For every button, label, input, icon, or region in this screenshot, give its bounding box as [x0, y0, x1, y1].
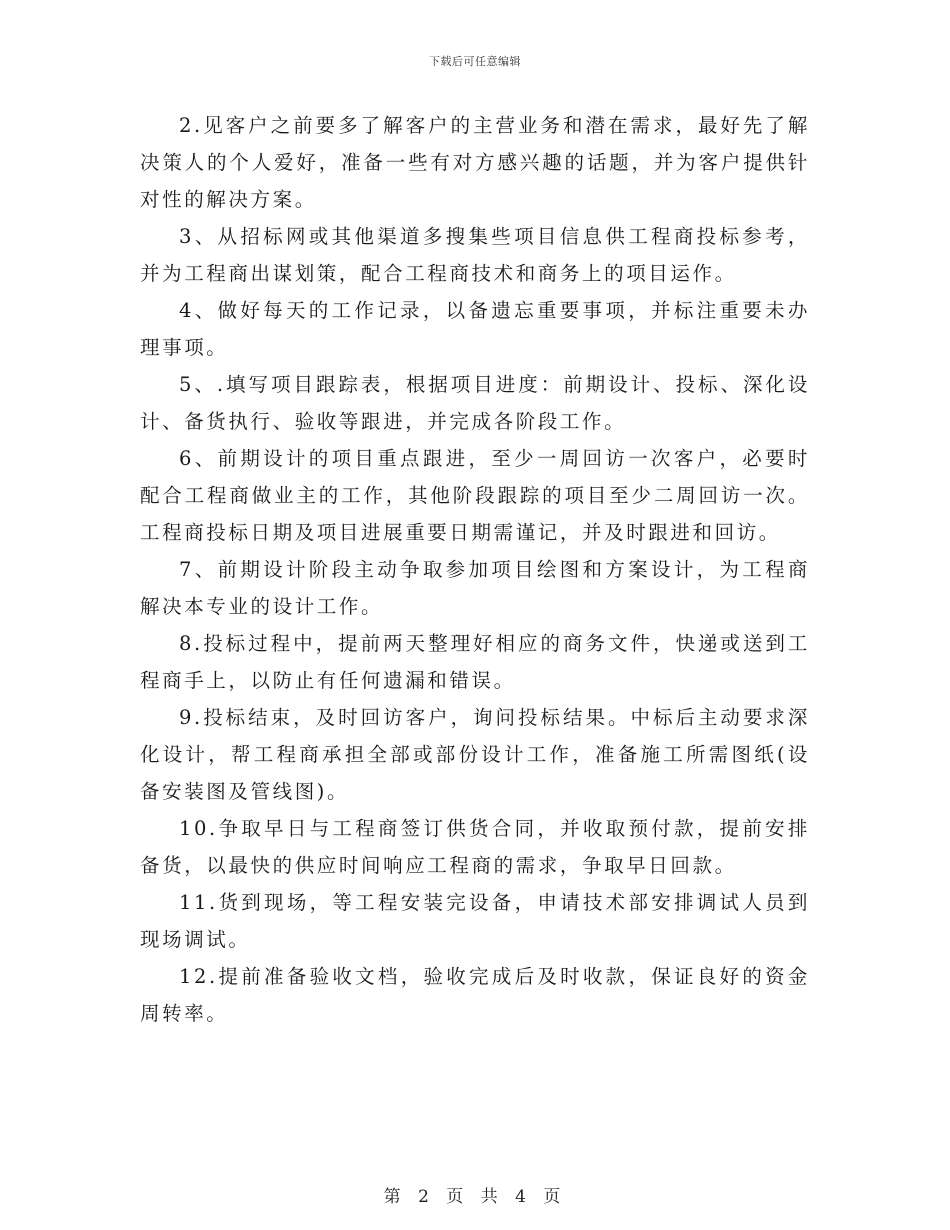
document-body [140, 107, 810, 1032]
paragraph-item-6: 6、前期设计的项目重点跟进，至少一周回访一次客户，必要时配合工程商做业主的工作，其他阶段跟踪的项目至少二周回访一次。工程商投标日期及项目进展重要日期需谨记，并及时跟进和回访。 [140, 447, 810, 544]
paragraph-item-7: 7、前期设计阶段主动争取参加项目绘图和方案设计，为工程商解决本专业的设计工作。 [140, 558, 810, 618]
paragraph-item-5: 5、.填写项目跟踪表，根据项目进度：前期设计、投标、深化设计、备货执行、验收等跟进，并完成各阶段工作。 [140, 373, 810, 433]
paragraph-item-2: 2.见客户之前要多了解客户的主营业务和潜在需求，最好先了解决策人的个人爱好，准备一些有对方感兴趣的话题，并为客户提供针对性的解决方案。 [140, 114, 810, 211]
paragraph-item-11: 11.货到现场，等工程安装完设备，申请技术部安排调试人员到现场调试。 [140, 891, 810, 951]
paragraph-item-12: 12.提前准备验收文档，验收完成后及时收款，保证良好的资金周转率。 [140, 965, 810, 1025]
paragraph-item-4: 4、做好每天的工作记录，以备遗忘重要事项，并标注重要未办理事项。 [140, 299, 810, 359]
paragraph-item-10: 10.争取早日与工程商签订供货合同，并收取预付款，提前安排备货，以最快的供应时间响应工程商的需求，争取早日回款。 [140, 817, 810, 877]
paragraph-item-3: 3、从招标网或其他渠道多搜集些项目信息供工程商投标参考，并为工程商出谋划策，配合工程商技术和商务上的项目运作。 [140, 225, 810, 285]
paragraph-item-9: 9.投标结束，及时回访客户，询问投标结果。中标后主动要求深化设计，帮工程商承担全部或部份设计工作，准备施工所需图纸(设备安装图及管线图)。 [140, 706, 810, 803]
paragraph-item-8: 8.投标过程中，提前两天整理好相应的商务文件，快递或送到工程商手上，以防止有任何遗漏和错误。 [140, 632, 810, 692]
page-number-footer: 第 2 页 共 4 页 [383, 1187, 567, 1207]
page-header: 下载后可任意编辑 [429, 55, 521, 68]
